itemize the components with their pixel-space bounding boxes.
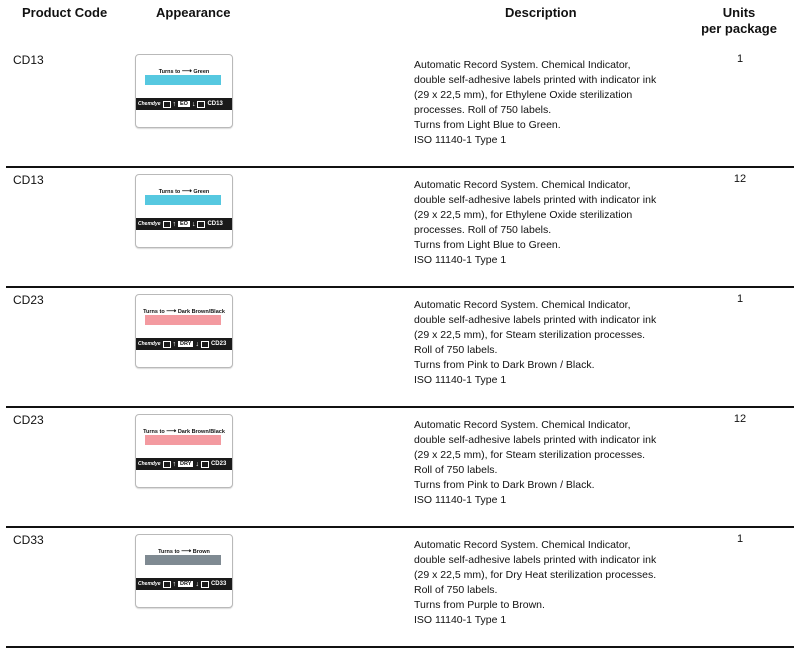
header-units-line1: Units [722, 5, 756, 20]
header-product-code: Product Code [22, 5, 108, 20]
label-process: DRY [180, 341, 192, 347]
label-footer-bar [136, 458, 232, 470]
label-brand: Chemdye [138, 341, 161, 347]
arrow-up-icon: ↑ [172, 580, 177, 588]
description-line: ISO 11140-1 Type 1 [414, 494, 507, 506]
label-footer-bar [136, 338, 232, 350]
label-process: EO [180, 101, 188, 107]
box-icon [163, 581, 171, 588]
label-code: CD13 [207, 101, 223, 107]
label-turns-text [136, 307, 232, 315]
box-icon [163, 221, 171, 228]
box-icon [163, 341, 171, 348]
description-line: double self-adhesive labels printed with indicator ink [414, 194, 657, 206]
description-line: processes. Roll of 750 labels. [414, 224, 552, 236]
label-turns-text [136, 187, 232, 195]
label-turns-prefix: Turns to [158, 549, 180, 555]
label-turns-text [136, 547, 232, 555]
label-turns-prefix: Turns to [158, 189, 181, 195]
label-process: DRY [180, 461, 192, 467]
arrow-right-icon: ⟶ [181, 68, 192, 75]
product-description [414, 418, 714, 508]
description-line: Turns from Purple to Brown. [414, 599, 545, 611]
label-target-color: Green [193, 69, 210, 75]
description-line: double self-adhesive labels printed with indicator ink [414, 74, 657, 86]
product-code: CD23 [13, 413, 44, 427]
arrow-right-icon: ⟶ [181, 188, 192, 195]
indicator-color-swatch [145, 315, 221, 325]
units-per-package: 1 [736, 53, 744, 65]
label-code: CD23 [210, 461, 227, 467]
label-target-color: Dark Brown/Black [177, 429, 225, 435]
product-code: CD13 [13, 173, 44, 187]
description-line: Automatic Record System. Chemical Indicator, [414, 299, 631, 311]
description-line: Roll of 750 labels. [414, 344, 498, 356]
units-per-package: 12 [733, 413, 747, 425]
table-row [0, 48, 794, 168]
label-turns-prefix: Turns to [143, 309, 165, 315]
arrow-up-icon: ↑ [172, 460, 177, 468]
description-line: double self-adhesive labels printed with indicator ink [414, 434, 657, 446]
label-footer-bar [136, 98, 232, 110]
label-code: CD23 [210, 341, 227, 347]
box-icon [201, 461, 209, 468]
description-line: Roll of 750 labels. [414, 584, 498, 596]
table-row [0, 408, 794, 528]
description-line: (29 x 22,5 mm), for Dry Heat sterilization processes. [414, 569, 657, 581]
arrow-up-icon: ↑ [172, 340, 177, 348]
label-code: CD33 [210, 581, 227, 587]
indicator-color-swatch [145, 435, 221, 445]
arrow-right-icon: ⟶ [166, 308, 177, 315]
description-line: Turns from Light Blue to Green. [414, 239, 561, 251]
header-units-line2: per package [701, 21, 777, 36]
table-row [0, 168, 794, 288]
units-per-package: 1 [736, 293, 744, 305]
indicator-color-swatch [145, 555, 221, 565]
label-brand: Chemdye [138, 581, 161, 587]
indicator-label-image [135, 414, 233, 488]
description-line: Automatic Record System. Chemical Indicator, [414, 419, 631, 431]
description-line: ISO 11140-1 Type 1 [414, 614, 507, 626]
product-code: CD23 [13, 293, 44, 307]
description-line: Roll of 750 labels. [414, 464, 498, 476]
description-line: Turns from Pink to Dark Brown / Black. [414, 359, 595, 371]
description-line: Automatic Record System. Chemical Indicator, [414, 179, 631, 191]
label-footer-bar [136, 218, 232, 230]
description-line: (29 x 22,5 mm), for Steam sterilization processes. [414, 329, 646, 341]
header-units [693, 5, 785, 37]
description-line: ISO 11140-1 Type 1 [414, 254, 507, 266]
label-brand: Chemdye [138, 461, 161, 467]
arrow-down-icon: ↓ [191, 220, 196, 228]
description-line: ISO 11140-1 Type 1 [414, 374, 507, 386]
description-line: Automatic Record System. Chemical Indicator, [414, 539, 631, 551]
description-line: Automatic Record System. Chemical Indicator, [414, 59, 631, 71]
indicator-label-image [135, 174, 233, 248]
arrow-down-icon: ↓ [195, 580, 199, 588]
box-icon [163, 461, 171, 468]
arrow-down-icon: ↓ [195, 460, 199, 468]
label-turns-text [136, 67, 232, 75]
description-line: processes. Roll of 750 labels. [414, 104, 552, 116]
product-description [414, 178, 714, 268]
label-brand: Chemdye [138, 101, 161, 107]
arrow-down-icon: ↓ [191, 100, 196, 108]
units-per-package: 1 [736, 533, 744, 545]
product-description [414, 538, 714, 628]
label-target-color: Dark Brown/Black [177, 309, 225, 315]
indicator-color-swatch [145, 195, 221, 205]
description-line: (29 x 22,5 mm), for Ethylene Oxide sterilization [414, 209, 633, 221]
product-code: CD33 [13, 533, 44, 547]
description-line: Turns from Light Blue to Green. [414, 119, 561, 131]
label-target-color: Brown [192, 549, 210, 555]
table-row [0, 528, 794, 648]
label-code: CD13 [207, 221, 223, 227]
box-icon [197, 101, 205, 108]
indicator-label-image [135, 294, 233, 368]
label-footer-bar [136, 578, 232, 590]
arrow-right-icon: ⟶ [166, 428, 177, 435]
units-per-package: 12 [733, 173, 747, 185]
product-code: CD13 [13, 53, 44, 67]
description-line: double self-adhesive labels printed with indicator ink [414, 314, 657, 326]
indicator-label-image [135, 534, 233, 608]
row-divider [6, 646, 794, 648]
box-icon [163, 101, 171, 108]
box-icon [197, 221, 205, 228]
description-line: ISO 11140-1 Type 1 [414, 134, 507, 146]
header-description: Description [505, 5, 577, 20]
indicator-label-image [135, 54, 233, 128]
box-icon [201, 581, 209, 588]
label-turns-prefix: Turns to [158, 69, 181, 75]
arrow-right-icon: ⟶ [181, 548, 192, 555]
arrow-up-icon: ↑ [172, 220, 177, 228]
label-target-color: Green [193, 189, 210, 195]
header-appearance: Appearance [156, 5, 231, 20]
label-turns-prefix: Turns to [143, 429, 165, 435]
arrow-down-icon: ↓ [195, 340, 199, 348]
description-line: (29 x 22,5 mm), for Ethylene Oxide sterilization [414, 89, 633, 101]
table-row [0, 288, 794, 408]
box-icon [201, 341, 209, 348]
description-line: double self-adhesive labels printed with indicator ink [414, 554, 657, 566]
description-line: (29 x 22,5 mm), for Steam sterilization processes. [414, 449, 646, 461]
indicator-color-swatch [145, 75, 221, 85]
label-turns-text [136, 427, 232, 435]
description-line: Turns from Pink to Dark Brown / Black. [414, 479, 595, 491]
label-process: DRY [180, 581, 192, 587]
product-description [414, 298, 714, 388]
product-description [414, 58, 714, 148]
label-process: EO [180, 221, 188, 227]
arrow-up-icon: ↑ [172, 100, 177, 108]
label-brand: Chemdye [138, 221, 161, 227]
